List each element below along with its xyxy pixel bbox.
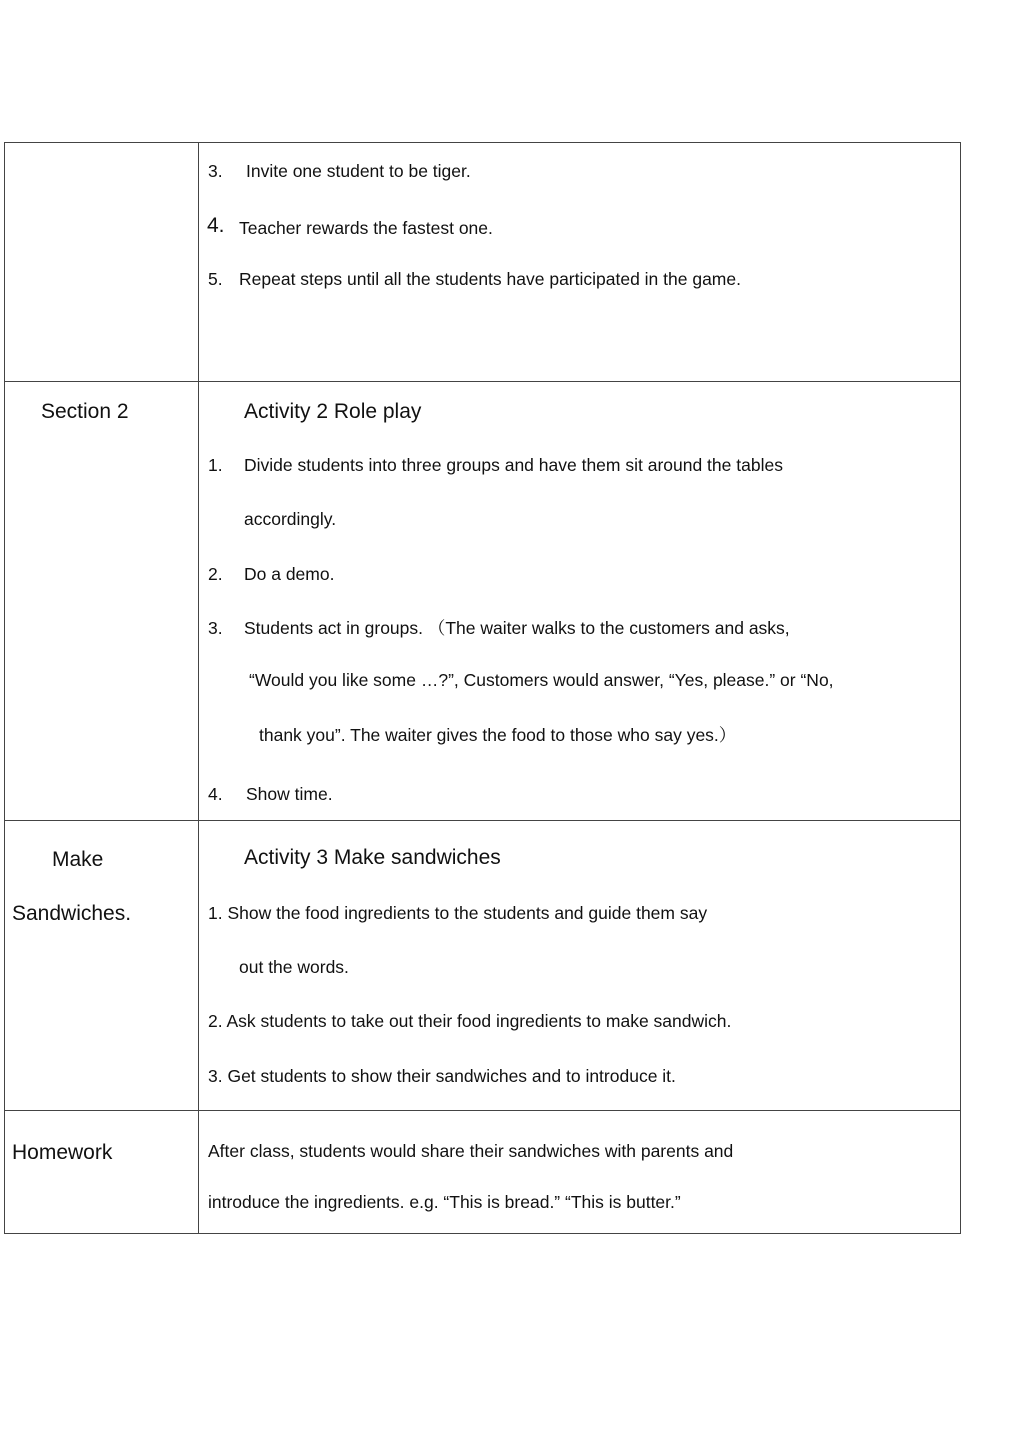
list-item-text: Divide students into three groups and have them sit around the tables [244,455,783,475]
section-label: Sandwiches. [12,902,132,925]
list-item-text: After class, students would share their sandwiches with parents and [208,1141,734,1161]
list-number: 4. [207,214,225,237]
table-row [4,142,961,382]
list-item-text: out the words. [239,957,349,977]
table-row [4,382,961,821]
row-label-cell [5,1111,199,1233]
row-content-cell [199,821,960,1110]
list-item-text: Invite one student to be tiger. [246,161,471,181]
list-item-text: “Would you like some …?”, Customers would answer, “Yes, please.” or “No, [249,670,834,690]
row-content-cell [199,382,960,820]
list-number: 2. [208,564,223,584]
list-item-text: 3. Get students to show their sandwiches and to introduce it. [208,1066,676,1086]
list-number: 3. [208,618,223,638]
table-row [4,1111,961,1234]
row-label-cell [5,143,199,381]
row-content-cell [199,1111,960,1233]
list-number: 1. [208,455,223,475]
list-item-text: 2. Ask students to take out their food ingredients to make sandwich. [208,1011,732,1031]
row-content-cell [199,143,960,381]
list-number: 3. [208,161,223,181]
list-item-text: thank you”. The waiter gives the food to those who say yes.） [259,725,737,745]
list-item-text: Teacher rewards the fastest one. [239,218,493,238]
list-number: 5. [208,269,223,289]
list-item-text: Show time. [246,784,333,804]
list-item-text: accordingly. [244,509,337,529]
list-item-text: 1. Show the food ingredients to the students and guide them say [208,903,708,923]
row-label-cell [5,382,199,820]
activity-heading: Activity 3 Make sandwiches [244,846,501,869]
section-label: Make [52,848,104,871]
table-row [4,821,961,1111]
activity-heading: Activity 2 Role play [244,400,422,423]
list-item-text: introduce the ingredients. e.g. “This is bread.” “This is butter.” [208,1192,681,1212]
row-label-cell [5,821,199,1110]
list-item-text: Students act in groups. （The waiter walks to the customers and asks, [244,618,790,638]
section-label: Homework [12,1141,113,1164]
list-number: 4. [208,784,223,804]
section-label: Section 2 [41,400,129,423]
list-item-text: Do a demo. [244,564,335,584]
list-item-text: Repeat steps until all the students have participated in the game. [239,269,741,289]
lesson-plan-table [4,142,961,1234]
